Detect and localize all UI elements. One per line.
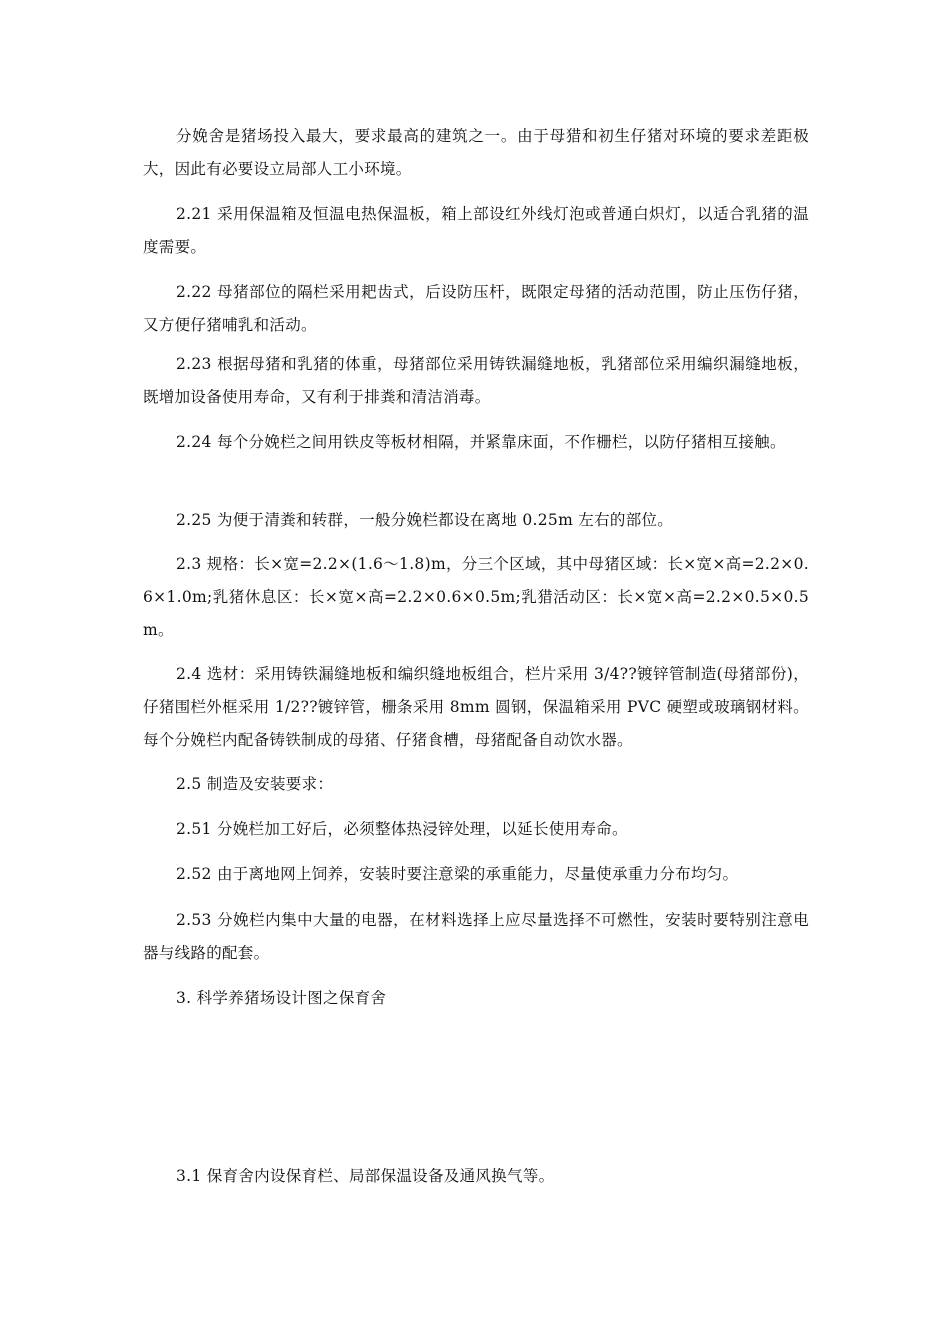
- paragraph-2-3-specs: 2.3 规格：长×宽=2.2×(1.6～1.8)m，分三个区域，其中母猪区域：长×宽×高=2.2×0.6×1.0m;乳猪休息区：长×宽×高=2.2×0.6×0.5m;乳猎活动区：长×宽×高=2.2×0.5×0.5m。: [143, 555, 809, 639]
- paragraph-3-1: 3.1 保育舍内设保育栏、局部保温设备及通风换气等。: [176, 1167, 555, 1185]
- paragraph-intro: 分娩舍是猪场投入最大，要求最高的建筑之一。由于母猎和初生仔猪对环境的要求差距极大，因此有必要设立局部人工小环境。: [143, 127, 809, 178]
- paragraph-2-51: 2.51 分娩栏加工好后，必须整体热浸锌处理，以延长使用寿命。: [176, 820, 628, 838]
- paragraph-2-25: 2.25 为便于清粪和转群，一般分娩栏都设在离地 0.25m 左右的部位。: [176, 511, 674, 529]
- paragraph-2-5-heading: 2.5 制造及安装要求：: [176, 775, 334, 793]
- paragraph-2-4-materials: 2.4 选材：采用铸铁漏缝地板和编织缝地板组合，栏片采用 3/4??镀锌管制造(母猪部份)，仔猪围栏外框采用 1/2??镀锌管，栅条采用 8mm 圆钢，保温箱采用 PVC 硬塑或玻璃钢材料。每个分娩栏内配备铸铁制成的母猪、仔猪食槽，母猪配备自动饮水器。: [143, 665, 809, 749]
- paragraph-2-21: 2.21 采用保温箱及恒温电热保温板，箱上部设红外线灯泡或普通白炽灯，以适合乳猪的温度需要。: [143, 205, 809, 256]
- paragraph-2-53: 2.53 分娩栏内集中大量的电器，在材料选择上应尽量选择不可燃性，安装时要特别注意电器与线路的配套。: [143, 911, 809, 962]
- paragraph-2-52: 2.52 由于离地网上饲养，安装时要注意梁的承重能力，尽量使承重力分布均匀。: [176, 865, 739, 883]
- paragraph-2-24: 2.24 每个分娩栏之间用铁皮等板材相隔，并紧靠床面，不作栅栏，以防仔猪相互接触。: [176, 433, 786, 451]
- paragraph-2-22: 2.22 母猪部位的隔栏采用耙齿式，后设防压杆，既限定母猪的活动范围，防止压伤仔猪，又方便仔猪哺乳和活动。: [143, 283, 809, 334]
- section-3-heading: 3. 科学养猪场设计图之保育舍: [176, 989, 387, 1007]
- paragraph-2-23: 2.23 根据母猪和乳猪的体重，母猪部位采用铸铁漏缝地板，乳猪部位采用编织漏缝地板，既增加设备使用寿命，又有利于排粪和清洁消毒。: [143, 355, 809, 406]
